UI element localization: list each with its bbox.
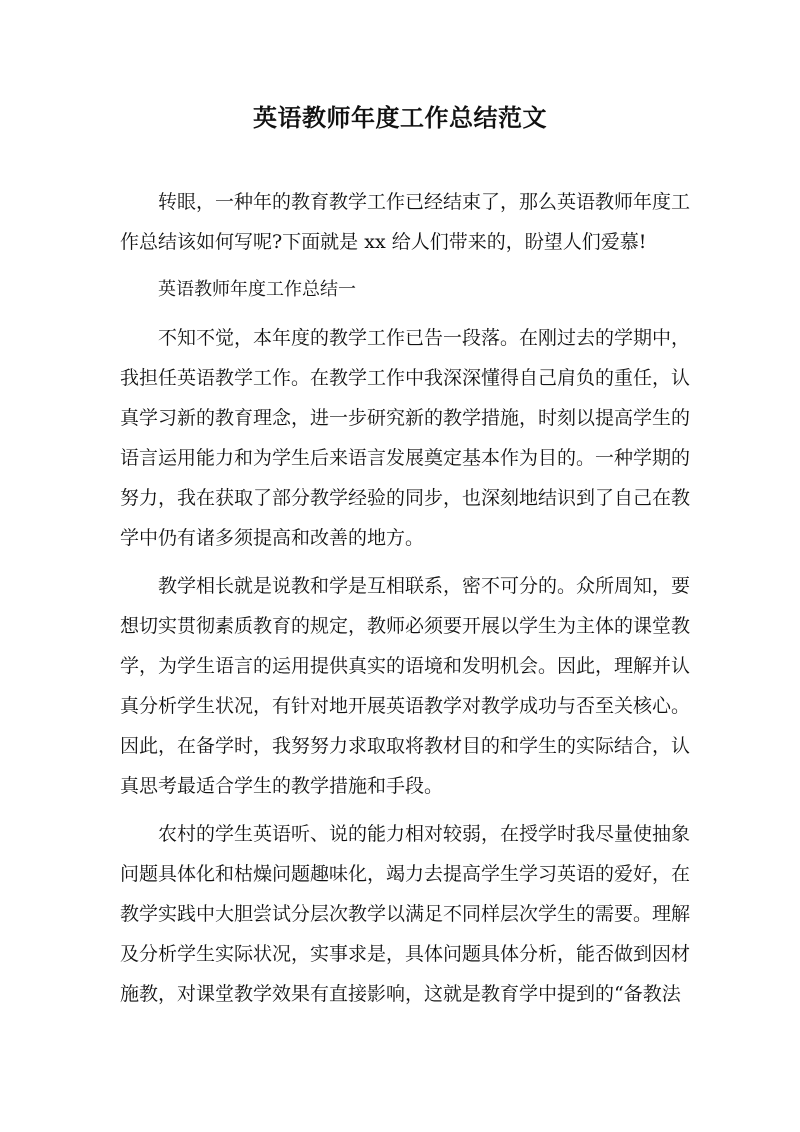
document-title: 英语教师年度工作总结范文: [253, 103, 547, 132]
intro-paragraph: [120, 182, 691, 262]
text-line: 教学相长就是说教和学是互相联系，密不可分的。众所周知，要: [158, 575, 691, 597]
text-line: 努力，我在获取了部分教学经验的同步，也深刻地结识到了自己在教: [120, 487, 691, 509]
document-body: [120, 182, 691, 1014]
text-line: 语言运用能力和为学生后来语言发展奠定基本作为目的。一种学期的: [120, 447, 691, 469]
text-line: 不知不觉，本年度的教学工作已告一段落。在刚过去的学期中，: [158, 327, 691, 349]
text-line: 真分析学生状况，有针对地开展英语教学对教学成功与否至关核心。: [120, 695, 691, 717]
body-paragraph: [120, 318, 691, 558]
text-line: 我担任英语教学工作。在教学工作中我深深懂得自己肩负的重任，认: [120, 367, 691, 389]
text-line: 想切实贯彻素质教育的规定，教师必须要开展以学生为主体的课堂教: [120, 615, 691, 637]
text-line: 学，为学生语言的运用提供真实的语境和发明机会。因此，理解并认: [120, 655, 691, 677]
section-heading: 英语教师年度工作总结一: [158, 279, 356, 300]
text-line: 真学习新的教育理念，进一步研究新的教学措施，时刻以提高学生的: [120, 407, 691, 429]
text-line: 及分析学生实际状况，实事求是，具体问题具体分析，能否做到因材: [120, 943, 691, 965]
text-line: 学中仍有诸多须提高和改善的地方。: [120, 527, 425, 549]
text-line: 作总结该如何写呢?下面就是 xx 给人们带来的，盼望人们爱慕!: [120, 231, 647, 253]
body-paragraph: [120, 814, 691, 1014]
text-line: 因此，在备学时，我努努力求取取将教材目的和学生的实际结合，认: [120, 735, 691, 757]
text-line: 真思考最适合学生的教学措施和手段。: [120, 775, 444, 797]
text-line: 问题具体化和枯燥问题趣味化，竭力去提高学生学习英语的爱好，在: [120, 863, 691, 885]
text-line: 教学实践中大胆尝试分层次教学以满足不同样层次学生的需要。理解: [120, 903, 691, 925]
text-line: 农村的学生英语听、说的能力相对较弱，在授学时我尽量使抽象: [158, 823, 691, 845]
body-paragraph: [120, 566, 691, 806]
text-line: 转眼，一种年的教育教学工作已经结束了，那么英语教师年度工: [158, 191, 691, 213]
text-line: 施教，对课堂教学效果有直接影响，这就是教育学中提到的“备教法: [120, 983, 681, 1005]
